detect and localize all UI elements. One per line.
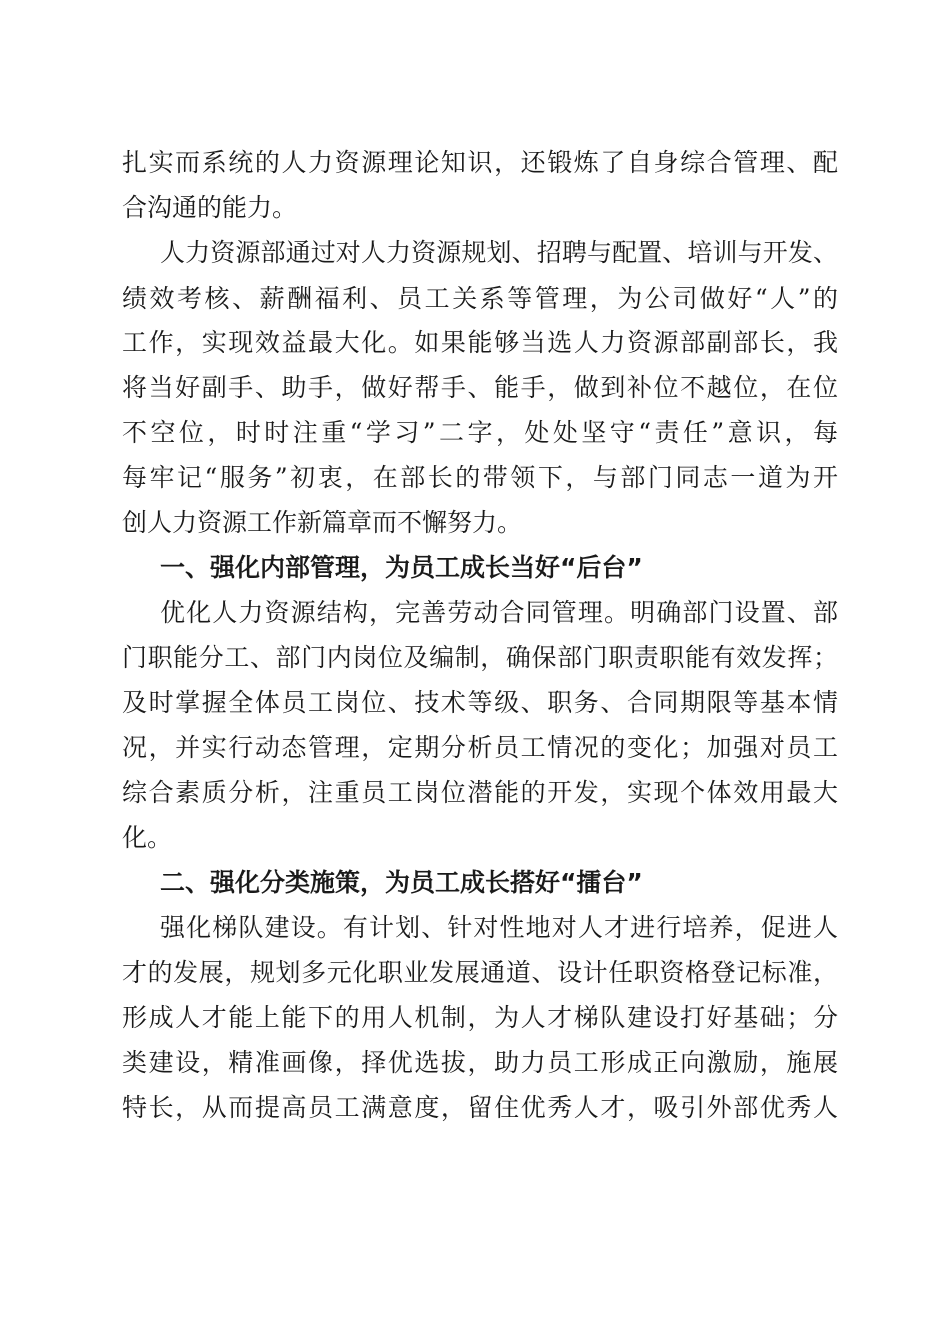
body-line: 合沟通的能力。	[122, 193, 298, 222]
section-heading-2: 二、强化分类施策，为员工成长搭好“擂台”	[160, 868, 643, 897]
body-line: 况，并实行动态管理，定期分析员工情况的变化；加强对员工	[122, 733, 838, 762]
body-line: 及时掌握全体员工岗位、技术等级、职务、合同期限等基本情	[122, 688, 838, 717]
body-line: 化。	[122, 823, 173, 852]
body-line: 将当好副手、助手，做好帮手、能手，做到补位不越位，在位	[122, 373, 838, 402]
body-line: 绩效考核、薪酬福利、员工关系等管理，为公司做好“人”的	[122, 284, 838, 313]
body-line: 优化人力资源结构，完善劳动合同管理。明确部门设置、部	[160, 598, 838, 627]
body-line: 工作，实现效益最大化。如果能够当选人力资源部副部长，我	[122, 328, 838, 357]
body-line: 强化梯队建设。有计划、针对性地对人才进行培养，促进人	[160, 913, 838, 942]
body-line: 才的发展，规划多元化职业发展通道、设计任职资格登记标准，	[122, 958, 838, 987]
body-line: 类建设，精准画像，择优选拔，助力员工形成正向激励，施展	[122, 1048, 838, 1077]
body-line: 不空位，时时注重“学习”二字，处处坚守“责任”意识，每	[122, 418, 838, 447]
body-line: 门职能分工、部门内岗位及编制，确保部门职责职能有效发挥；	[122, 643, 838, 672]
body-line: 人力资源部通过对人力资源规划、招聘与配置、培训与开发、	[160, 238, 838, 267]
body-line: 每牢记“服务”初衷，在部长的带领下，与部门同志一道为开	[122, 463, 838, 492]
section-heading-1: 一、强化内部管理，为员工成长当好“后台”	[160, 553, 643, 582]
body-line: 创人力资源工作新篇章而不懈努力。	[122, 508, 523, 537]
body-line: 综合素质分析，注重员工岗位潜能的开发，实现个体效用最大	[122, 778, 838, 807]
body-line: 形成人才能上能下的用人机制，为人才梯队建设打好基础；分	[122, 1003, 838, 1032]
body-line: 特长，从而提高员工满意度，留住优秀人才，吸引外部优秀人	[122, 1093, 838, 1122]
body-line: 扎实而系统的人力资源理论知识，还锻炼了自身综合管理、配	[122, 148, 838, 177]
